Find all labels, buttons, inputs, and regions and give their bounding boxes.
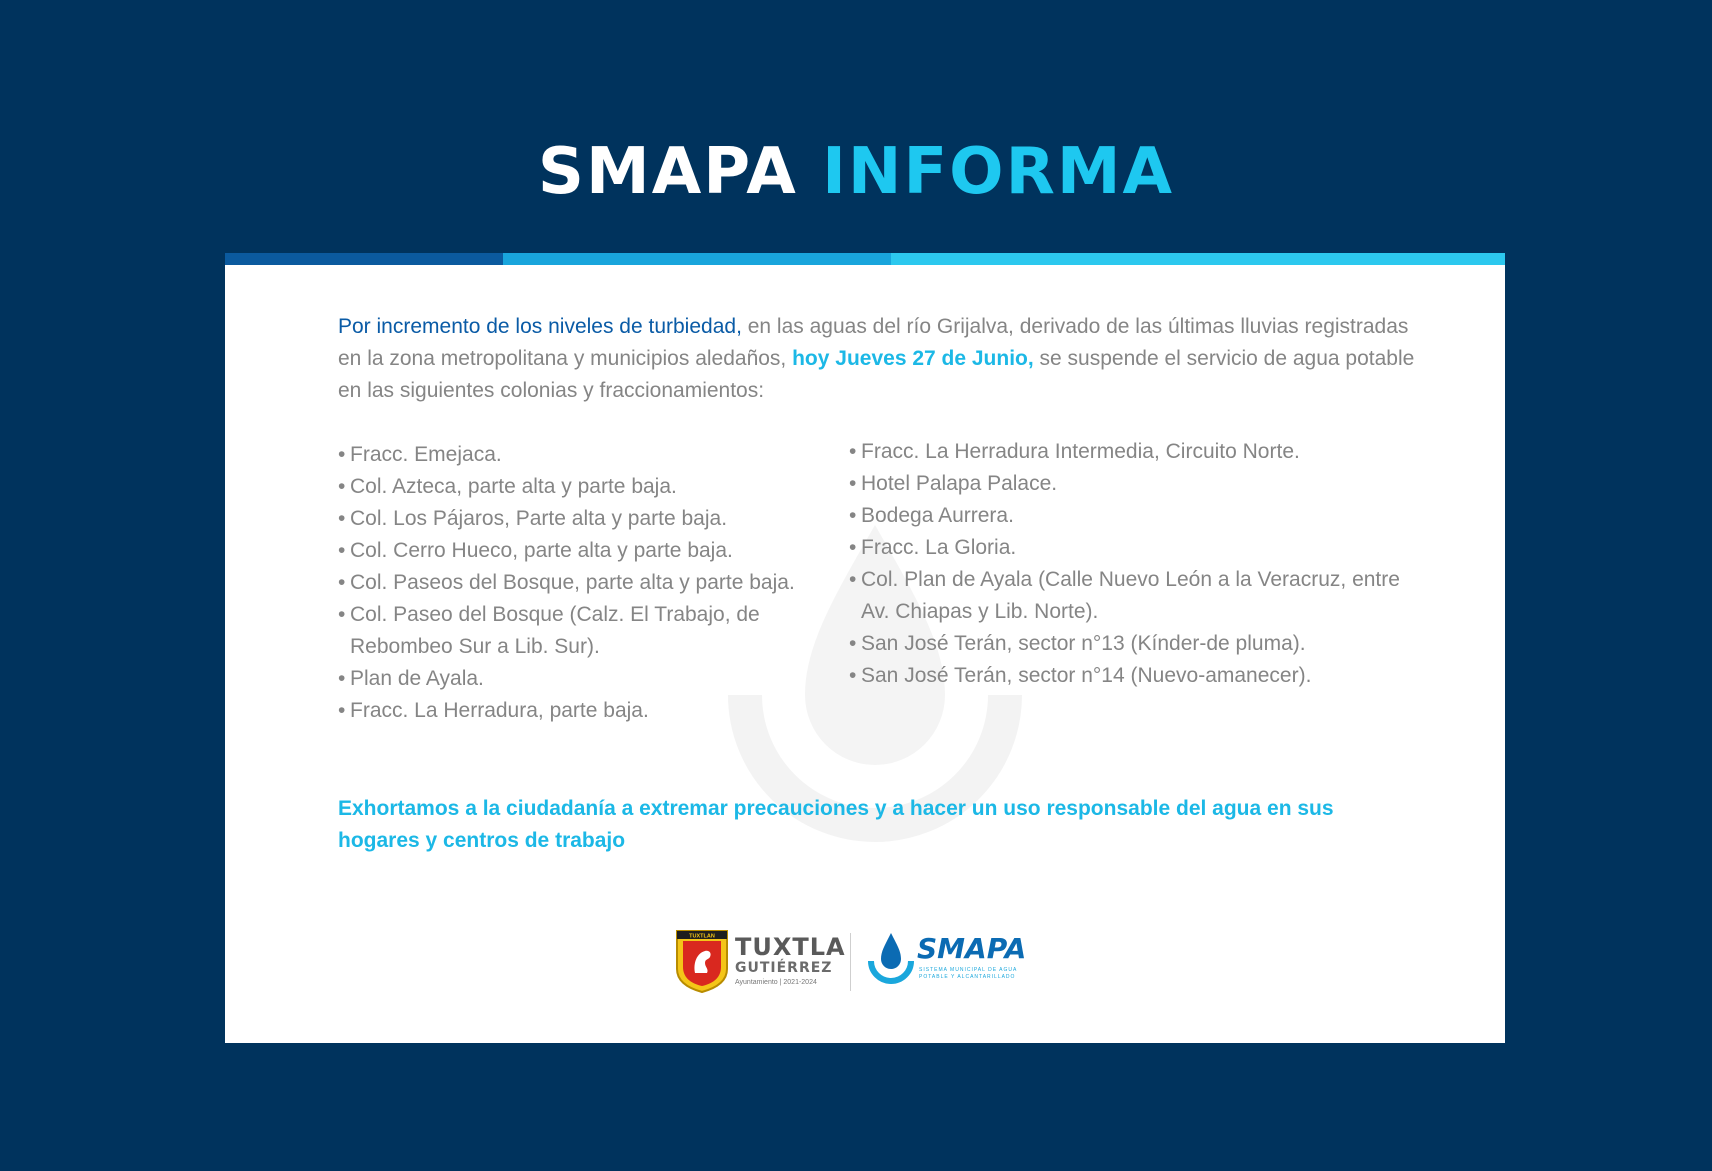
- tuxtla-term: Ayuntamiento | 2021-2024: [735, 979, 817, 986]
- bullet-icon: •: [849, 536, 857, 559]
- city-shield-icon: [675, 929, 729, 993]
- page-title: [0, 135, 1712, 209]
- list-item: • Fracc. La Herradura Intermedia, Circuito Norte.: [849, 436, 1409, 468]
- color-stripe: [225, 253, 1505, 265]
- list-item: • Col. Azteca, parte alta y parte baja.: [338, 471, 808, 503]
- title-informa: INFORMA: [822, 135, 1175, 209]
- affected-list-left: [338, 439, 808, 727]
- bullet-icon: •: [338, 699, 346, 722]
- intro-highlight: Por incremento de los niveles de turbiedad,: [338, 315, 742, 338]
- list-item: • Col. Paseos del Bosque, parte alta y parte baja.: [338, 567, 808, 599]
- list-item: • Plan de Ayala.: [338, 663, 808, 695]
- title-smapa: SMAPA: [537, 135, 798, 209]
- list-item: • San José Terán, sector n°13 (Kínder-de pluma).: [849, 628, 1409, 660]
- list-item: • Col. Plan de Ayala (Calle Nuevo León a la Veracruz, entre Av. Chiapas y Lib. Norte).: [849, 564, 1409, 628]
- list-item: • Col. Paseo del Bosque (Calz. El Trabajo, de Rebombeo Sur a Lib. Sur).: [338, 599, 808, 663]
- list-item: • Col. Los Pájaros, Parte alta y parte baja.: [338, 503, 808, 535]
- smapa-logo-text: SMAPA: [917, 932, 1027, 965]
- bullet-icon: •: [849, 504, 857, 527]
- bullet-icon: •: [849, 568, 857, 591]
- bullet-icon: •: [849, 664, 857, 687]
- stripe-dark: [225, 253, 503, 265]
- list-item: • Fracc. La Herradura, parte baja.: [338, 695, 808, 727]
- stripe-light: [891, 253, 1505, 265]
- logo-divider: [850, 933, 851, 991]
- intro-date: hoy Jueves 27 de Junio,: [792, 347, 1034, 370]
- intro-paragraph: [338, 311, 1418, 407]
- bullet-icon: •: [338, 539, 346, 562]
- list-item: • Bodega Aurrera.: [849, 500, 1409, 532]
- closing-message: Exhortamos a la ciudadanía a extremar precauciones y a hacer un uso responsable del agua en sus hogares y centros de trabajo: [338, 797, 1334, 852]
- bullet-icon: •: [338, 667, 346, 690]
- intro-text-1: en las aguas del río Grijalva, derivado de las últimas lluvias registradas en la zona metropolitana y municipios aledaños,: [338, 315, 1409, 370]
- bullet-icon: •: [338, 443, 346, 466]
- smapa-logo-subtitle: SISTEMA MUNICIPAL DE AGUA POTABLE Y ALCANTARILLADO: [919, 967, 1018, 980]
- water-drop-icon: [865, 929, 917, 989]
- bullet-icon: •: [338, 475, 346, 498]
- affected-list-right: [849, 436, 1409, 692]
- bullet-icon: •: [849, 632, 857, 655]
- shield-banner-text: TUXTLAN: [689, 933, 715, 940]
- bullet-icon: •: [849, 472, 857, 495]
- bullet-icon: •: [849, 440, 857, 463]
- tuxtla-subtitle: GUTIÉRREZ: [735, 960, 833, 976]
- bullet-icon: •: [338, 571, 346, 594]
- list-item: • San José Terán, sector n°14 (Nuevo-amanecer).: [849, 660, 1409, 692]
- notice-card: [225, 265, 1505, 1043]
- list-item: • Hotel Palapa Palace.: [849, 468, 1409, 500]
- list-item: • Fracc. Emejaca.: [338, 439, 808, 471]
- list-item: • Fracc. La Gloria.: [849, 532, 1409, 564]
- stripe-mid: [503, 253, 891, 265]
- footer-logos: [675, 927, 1075, 997]
- list-item: • Col. Cerro Hueco, parte alta y parte baja.: [338, 535, 808, 567]
- intro-text-2: se suspende el servicio de agua potable en las siguientes colonias y fraccionamientos:: [338, 347, 1415, 402]
- bullet-icon: •: [338, 603, 346, 626]
- tuxtla-name: TUXTLA: [735, 933, 846, 961]
- bullet-icon: •: [338, 507, 346, 530]
